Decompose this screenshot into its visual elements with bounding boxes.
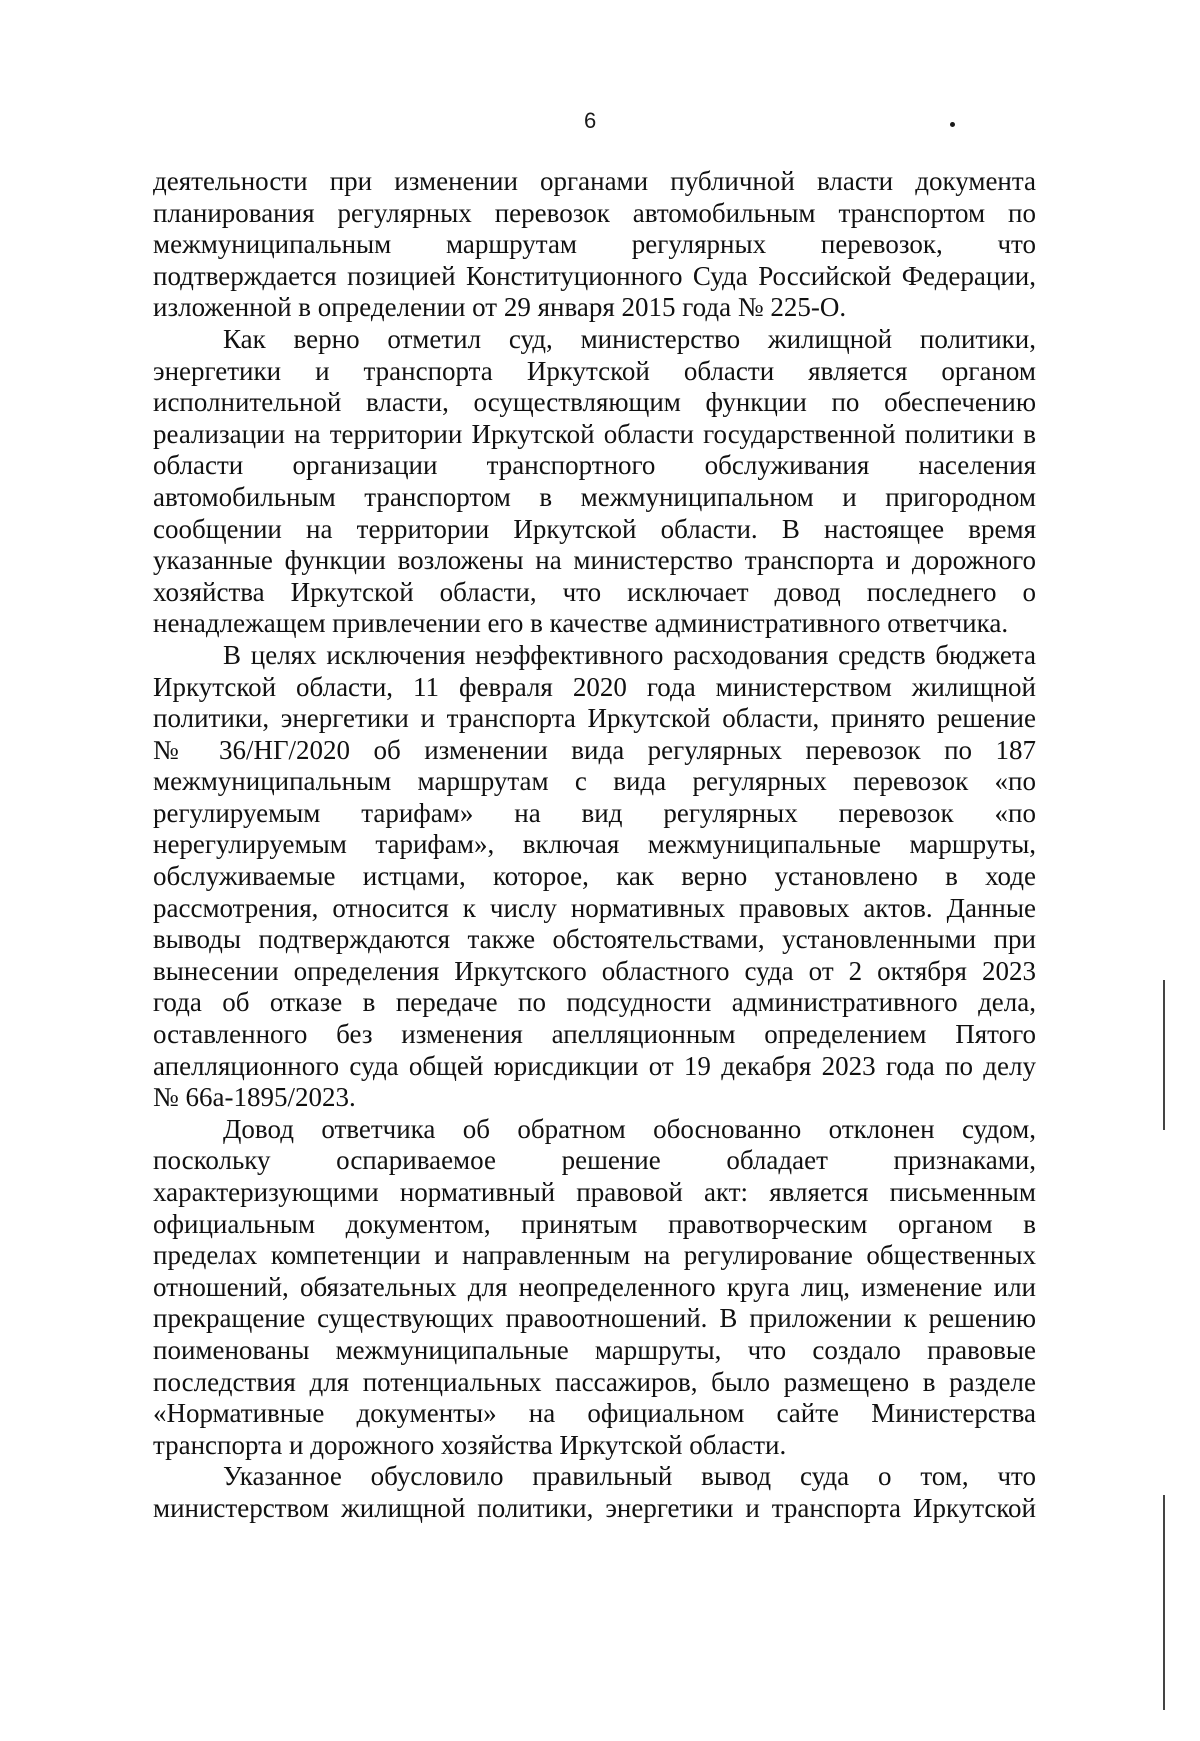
- paragraph-first-line: Довод ответчика об обратном обоснованно отклонен судом,: [223, 1113, 1036, 1144]
- text-line: № 66а-1895/2023.: [153, 1082, 356, 1113]
- paragraph-first-line: Как верно отметил суд, министерство жилищной политики,: [223, 323, 1036, 354]
- text-line: обслуживаемые истцами, которое, как верно установлено в ходе: [153, 861, 1036, 892]
- text-line: года об отказе в передаче по подсудности административного дела,: [153, 987, 1036, 1018]
- text-line: области организации транспортного обслуживания населения: [153, 450, 1036, 481]
- text-line: министерством жилищной политики, энергетики и транспорта Иркутской: [153, 1492, 1036, 1523]
- text-line: нерегулируемым тарифам», включая межмуниципальные маршруты,: [153, 829, 1036, 860]
- text-line: характеризующими нормативный правовой акт: является письменным: [153, 1177, 1036, 1207]
- text-line: сообщении на территории Иркутской области. В настоящее время: [153, 513, 1036, 544]
- text-line: деятельности при изменении органами публичной власти документа: [153, 166, 1036, 196]
- text-line: № 36/НГ/2020 об изменении вида регулярных перевозок по 187: [153, 734, 1036, 765]
- text-line: пределах компетенции и направленным на регулирование общественных: [153, 1240, 1036, 1271]
- text-line: подтверждается позицией Конституционного Суда Российской Федерации,: [153, 260, 1036, 291]
- text-line: транспорта и дорожного хозяйства Иркутской области.: [153, 1429, 787, 1460]
- text-line: апелляционного суда общей юрисдикции от 19 декабря 2023 года по делу: [153, 1050, 1036, 1081]
- paragraph-first-line: В целях исключения неэффективного расходования средств бюджета: [223, 639, 1036, 670]
- text-line: официальным документом, принятым правотворческим органом в: [153, 1208, 1036, 1239]
- text-line: исполнительной власти, осуществляющим функции по обеспечению: [153, 387, 1036, 418]
- text-line: последствия для потенциальных пассажиров, было размещено в разделе: [153, 1366, 1036, 1397]
- text-line: межмуниципальным маршрутам регулярных перевозок, что: [153, 229, 1036, 260]
- margin-dot: [950, 122, 955, 127]
- text-line: указанные функции возложены на министерство транспорта и дорожного: [153, 545, 1036, 576]
- text-line: Иркутской области, 11 февраля 2020 года министерством жилищной: [153, 671, 1036, 702]
- text-line: ненадлежащем привлечении его в качестве административного ответчика.: [153, 608, 1009, 639]
- text-line: планирования регулярных перевозок автомобильным транспортом по: [153, 197, 1036, 228]
- scan-edge-mark: [1163, 1495, 1165, 1710]
- text-line: вынесении определения Иркутского областного суда от 2 октября 2023: [153, 955, 1036, 986]
- text-line: реализации на территории Иркутской области государственной политики в: [153, 418, 1036, 449]
- text-line: регулируемым тарифам» на вид регулярных перевозок «по: [153, 797, 1036, 828]
- text-line: хозяйства Иркутской области, что исключает довод последнего о: [153, 576, 1036, 607]
- text-line: рассмотрения, относится к числу нормативных правовых актов. Данные: [153, 892, 1036, 923]
- scan-edge-mark: [1163, 980, 1165, 1130]
- text-line: межмуниципальным маршрутам с вида регулярных перевозок «по: [153, 766, 1036, 797]
- text-line: изложенной в определении от 29 января 2015 года № 225-О.: [153, 292, 847, 323]
- text-line: поименованы межмуниципальные маршруты, что создало правовые: [153, 1334, 1036, 1365]
- text-line: энергетики и транспорта Иркутской области является органом: [153, 355, 1036, 386]
- text-line: выводы подтверждаются также обстоятельствами, установленными при: [153, 924, 1036, 955]
- text-line: отношений, обязательных для неопределенного круга лиц, изменение или: [153, 1271, 1036, 1302]
- text-line: оставленного без изменения апелляционным определением Пятого: [153, 1019, 1036, 1050]
- text-line: прекращение существующих правоотношений. В приложении к решению: [153, 1303, 1036, 1334]
- text-line: автомобильным транспортом в межмуниципальном и пригородном: [153, 481, 1036, 512]
- text-line: «Нормативные документы» на официальном сайте Министерства: [153, 1398, 1036, 1429]
- text-line: политики, энергетики и транспорта Иркутской области, принято решение: [153, 703, 1036, 734]
- document-body: [153, 166, 1036, 1525]
- paragraph-first-line: Указанное обусловило правильный вывод суда о том, что: [223, 1461, 1036, 1492]
- text-line: поскольку оспариваемое решение обладает признаками,: [153, 1145, 1036, 1176]
- page-number: 6: [584, 108, 597, 133]
